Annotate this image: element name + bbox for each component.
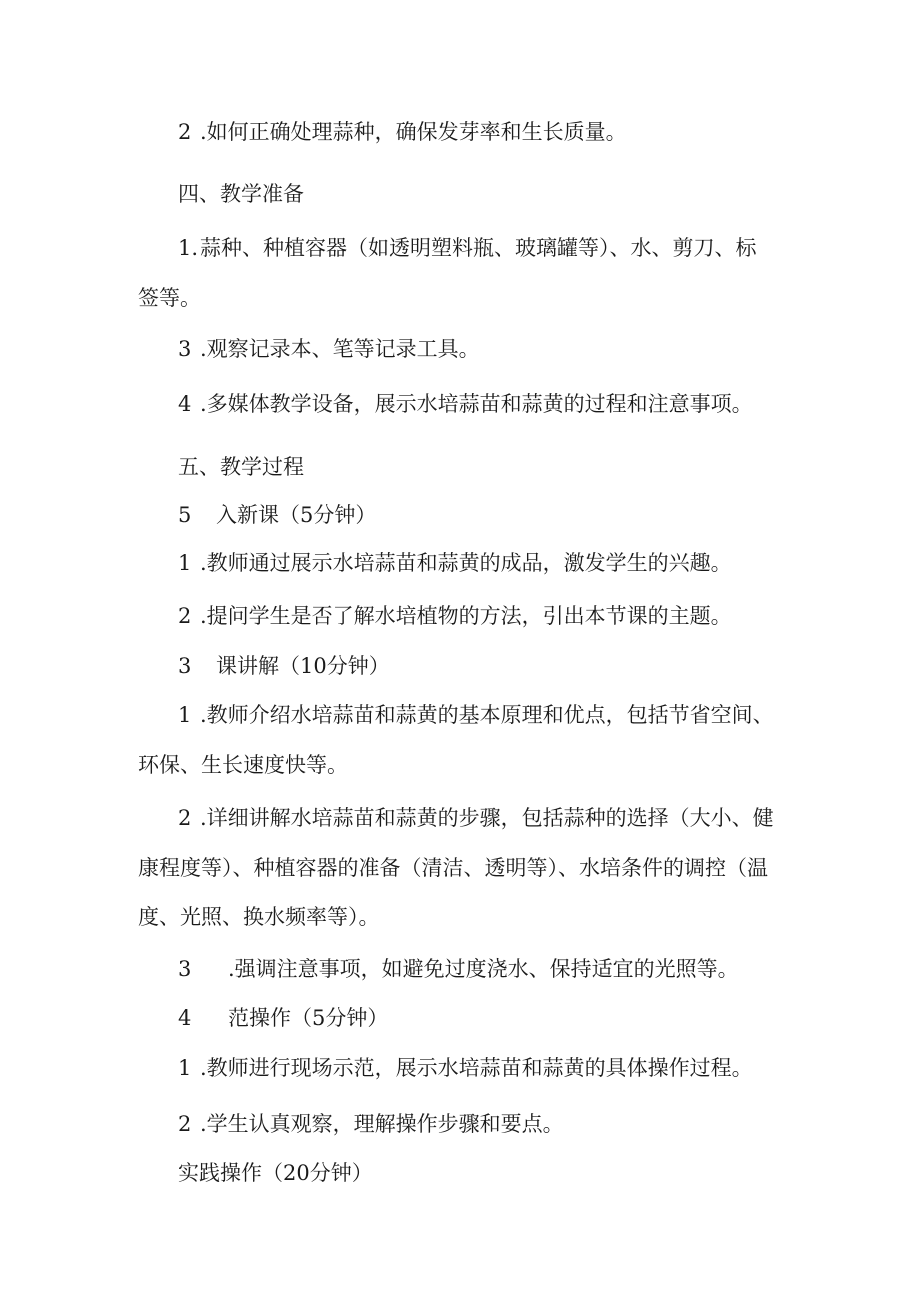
line-text: 四、教学准备 (178, 182, 304, 206)
line-text: .如何正确处理蒜种，确保发芽率和生长质量。 (200, 120, 627, 144)
item-number: 1. (178, 236, 199, 260)
item-number: 1 (178, 703, 192, 727)
line-text: 蒜种、种植容器（如透明塑料瓶、玻璃罐等）、水、剪刀、标 (200, 236, 757, 260)
item-number: 3 (178, 654, 192, 678)
text-line (178, 392, 753, 416)
line-text: 实践操作（20分钟） (178, 1161, 373, 1185)
item-number: 1 (178, 1056, 192, 1080)
line-text: .详细讲解水培蒜苗和蒜黄的步骤，包括蒜种的选择（大小、健 (200, 806, 774, 830)
line-text: .多媒体教学设备，展示水培蒜苗和蒜黄的过程和注意事项。 (200, 392, 753, 416)
section-heading (178, 455, 304, 479)
line-text: .观察记录本、笔等记录工具。 (200, 337, 480, 361)
text-line (178, 551, 732, 575)
item-number: 1 (178, 551, 192, 575)
line-text: 范操作（5分钟） (228, 1006, 389, 1030)
text-line (178, 703, 774, 727)
line-text: .教师进行现场示范，展示水培蒜苗和蒜黄的具体操作过程。 (200, 1056, 753, 1080)
subsection-heading (178, 503, 376, 527)
line-text: 度、光照、换水频率等）。 (138, 905, 380, 929)
item-number: 3 (178, 957, 192, 981)
item-number: 4 (178, 1006, 192, 1030)
item-number: 3 (178, 337, 192, 361)
line-text: .教师通过展示水培蒜苗和蒜黄的成品，激发学生的兴趣。 (200, 551, 732, 575)
line-text: 五、教学过程 (178, 455, 304, 479)
item-number: 2 (178, 1112, 192, 1136)
text-line (178, 806, 774, 830)
line-text: 课讲解（10分钟） (216, 654, 390, 678)
text-line (178, 1112, 564, 1136)
line-text: 签等。 (138, 286, 201, 310)
text-line (178, 1056, 753, 1080)
text-line (178, 604, 732, 628)
text-line (178, 236, 757, 260)
item-number: 4 (178, 392, 192, 416)
text-line (138, 753, 348, 777)
text-line (178, 120, 627, 144)
subsection-heading (178, 1161, 373, 1185)
line-text: .提问学生是否了解水培植物的方法，引出本节课的主题。 (200, 604, 732, 628)
item-number: 2 (178, 806, 192, 830)
line-text: .教师介绍水培蒜苗和蒜黄的基本原理和优点，包括节省空间、 (200, 703, 774, 727)
subsection-heading (178, 1006, 388, 1030)
item-number: 5 (178, 503, 192, 527)
text-line (138, 905, 380, 929)
text-line (138, 856, 768, 880)
line-text: 康程度等）、种植容器的准备（清洁、透明等）、水培条件的调控（温 (138, 856, 768, 880)
section-heading (178, 182, 304, 206)
line-text: 环保、生长速度快等。 (138, 753, 348, 777)
line-text: 入新课（5分钟） (216, 503, 377, 527)
line-text: .学生认真观察，理解操作步骤和要点。 (200, 1112, 564, 1136)
line-text: .强调注意事项，如避免过度浇水、保持适宜的光照等。 (228, 957, 739, 981)
item-number: 2 (178, 604, 192, 628)
text-line (138, 286, 201, 310)
subsection-heading (178, 654, 390, 678)
text-line (178, 957, 739, 981)
item-number: 2 (178, 120, 192, 144)
text-line (178, 337, 480, 361)
